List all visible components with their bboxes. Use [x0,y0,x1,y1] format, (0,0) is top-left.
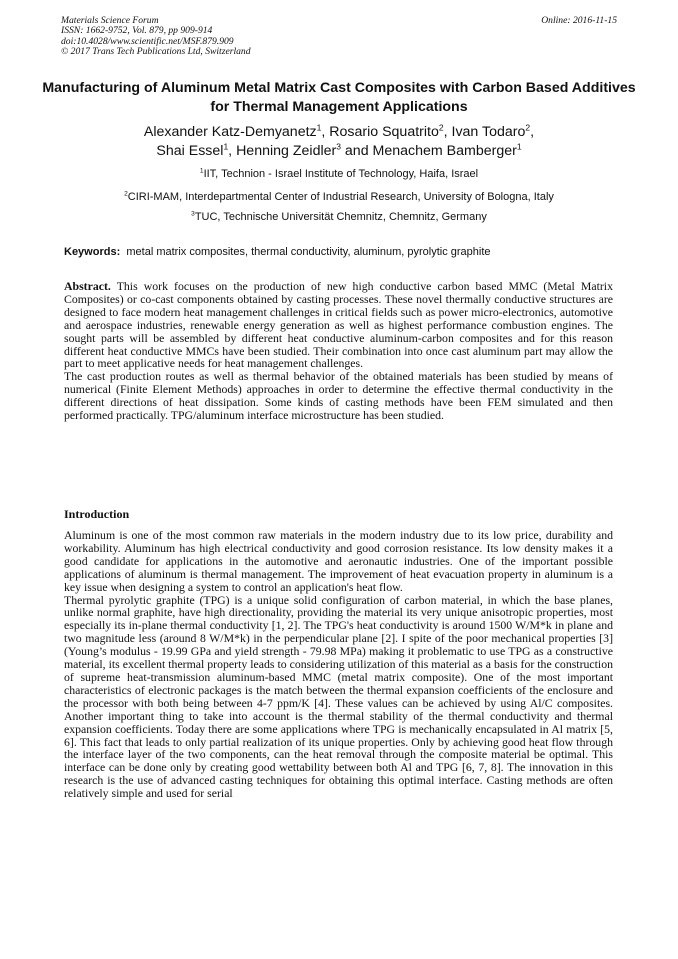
affiliation-1 [30,168,648,181]
author-name: Shai Essel [156,143,224,159]
author-name: Alexander Katz-Demyanetz [143,124,317,140]
journal-issn: ISSN: 1662-9752, Vol. 879, pp 909-914 [61,25,213,37]
keywords [64,246,620,259]
author-separator: and [340,143,373,159]
introduction-paragraph-1: Aluminum is one of the most common raw materials in the modern industry due to its low price, durability and workability. Aluminum has high electrical conductivity and good corrosion resistance. Its low density makes it a good candidate for applications in the automotive and aeronautic industries. One of the important possible applications of aluminum is thermal management. The improvement of heat evacuation property in aluminum is a key issue when designing a system to control an application's heat flow. [64,528,613,594]
introduction-paragraph-2: Thermal pyrolytic graphite (TPG) is a unique solid configuration of carbon material, in which the base planes, unlike normal graphite, have high directionality, providing the material its very unique anisotropic properties, most especially its in-plane thermal conductivity [1, 2]. The TPG's heat conductivity is around 1500 W/M*k in plane and two magnitude less (around 8 W/M*k) in the perpendicular plane [2]. I spite of the poor mechanical properties [3] (Young’s modulus - 19.99 GPa and yield strength - 79.98 MPa) making it problematic to use TPG as a constructive material, its excellent thermal property leads to considering utilization of this material as a basis for the construction of supreme heat-transmission aluminum-based MMC (metal matrix composite). One of the most important characteristics of electronic packages is the match between the thermal expansion coefficients of the enclosure and the processor with both being between 4-7 ppm/K [4]. These values can be achieved by using Al/C composites. Another important thing to take into account is the thermal stability of the thermal conductivity and thermal expansion coefficients. Today there are some applications where TPG is mechanically encapsulated in Al matrix [5, 6]. This fact that leads to only partial realization of its unique properties. Only by achieving good heat flow through the interface layer of the two components, can the heat removal through the composite material be optimal. This interface can be done only by creating good wettability between both Al and TPG [6, 7, 8]. The innovation in this research is the use of advanced casting techniques for obtaining this optimal interface. Casting methods are often relatively simple and used for serial [64,592,613,801]
author-separator: , [443,124,452,140]
affiliation-2 [30,191,648,204]
affiliation-text: IIT, Technion - Israel Institute of Technology, Haifa, Israel [203,168,479,180]
author-separator: , [228,143,237,159]
keywords-label: Keywords: [64,246,121,258]
author-separator: , [321,124,330,140]
affiliation-number: 3 [191,210,195,218]
abstract-label: Abstract. [64,279,111,293]
journal-doi: doi:10.4028/www.scientific.net/MSF.879.909 [61,35,234,47]
author-name: Rosario Squatrito [329,124,439,140]
abstract-section [64,280,613,422]
author-affiliation-mark: 3 [336,141,341,152]
introduction-section [64,529,613,800]
affiliation-number: 2 [124,190,128,198]
introduction-heading: Introduction [64,507,130,521]
online-date: Online: 2016-11-15 [541,15,617,26]
journal-copyright: © 2017 Trans Tech Publications Ltd, Switzerland [61,46,251,58]
author-name: Ivan Todaro [451,124,526,140]
affiliation-3 [30,211,648,224]
abstract-text: This work focuses on the production of new high conductive carbon based MMC (Metal Matrix Composites) or co-cast components obtained by casting processes. These novel thermally conductive structures are designed to face modern heat management challenges in critical fields such as power micro-electronics, automotive and aerospace industries, renewable energy generation as well as highest performance combustion engines. The sought parts will be assembled by different heat conductive aluminum-carbon composites and for this reason different heat conductive MMCs have been studied. Their combination into once cast aluminum part may allow the part to meet applicative needs for heat management challenges. [64,279,613,371]
author-name: Menachem Bamberger [372,143,517,159]
affiliation-text: CIRI-MAM, Interdepartmental Center of Industrial Research, University of Bologna, Italy [127,191,554,203]
paper-title: Manufacturing of Aluminum Metal Matrix Cast Composites with Carbon Based Additives for Thermal Management Applications [42,80,636,115]
author-affiliation-mark: 1 [223,141,229,152]
author-affiliation-mark: 2 [438,122,444,133]
journal-header [61,16,617,58]
keywords-text: metal matrix composites, thermal conductivity, aluminum, pyrolytic graphite [126,246,491,258]
author-list [40,123,638,161]
affiliation-number: 1 [199,167,204,175]
author-affiliation-mark: 1 [516,141,522,152]
abstract-paragraph-2: The cast production routes as well as thermal behavior of the obtained materials has been studied by means of numerical (Finite Element Methods) approaches in order to determine the effective thermal conductivity in the different directions of heat dissipation. Some kinds of casting methods have been FEM simulated and then performed practically. TPG/aluminum interface microstructure has been studied. [64,369,613,423]
author-name: Henning Zeidler [236,143,337,159]
affiliation-text: TUC, Technische Universität Chemnitz, Chemnitz, Germany [194,211,487,223]
author-separator: , [530,124,535,140]
author-affiliation-mark: 2 [525,122,531,133]
journal-name: Materials Science Forum [61,15,159,26]
author-affiliation-mark: 1 [316,122,322,133]
abstract-paragraph-1 [64,280,613,370]
